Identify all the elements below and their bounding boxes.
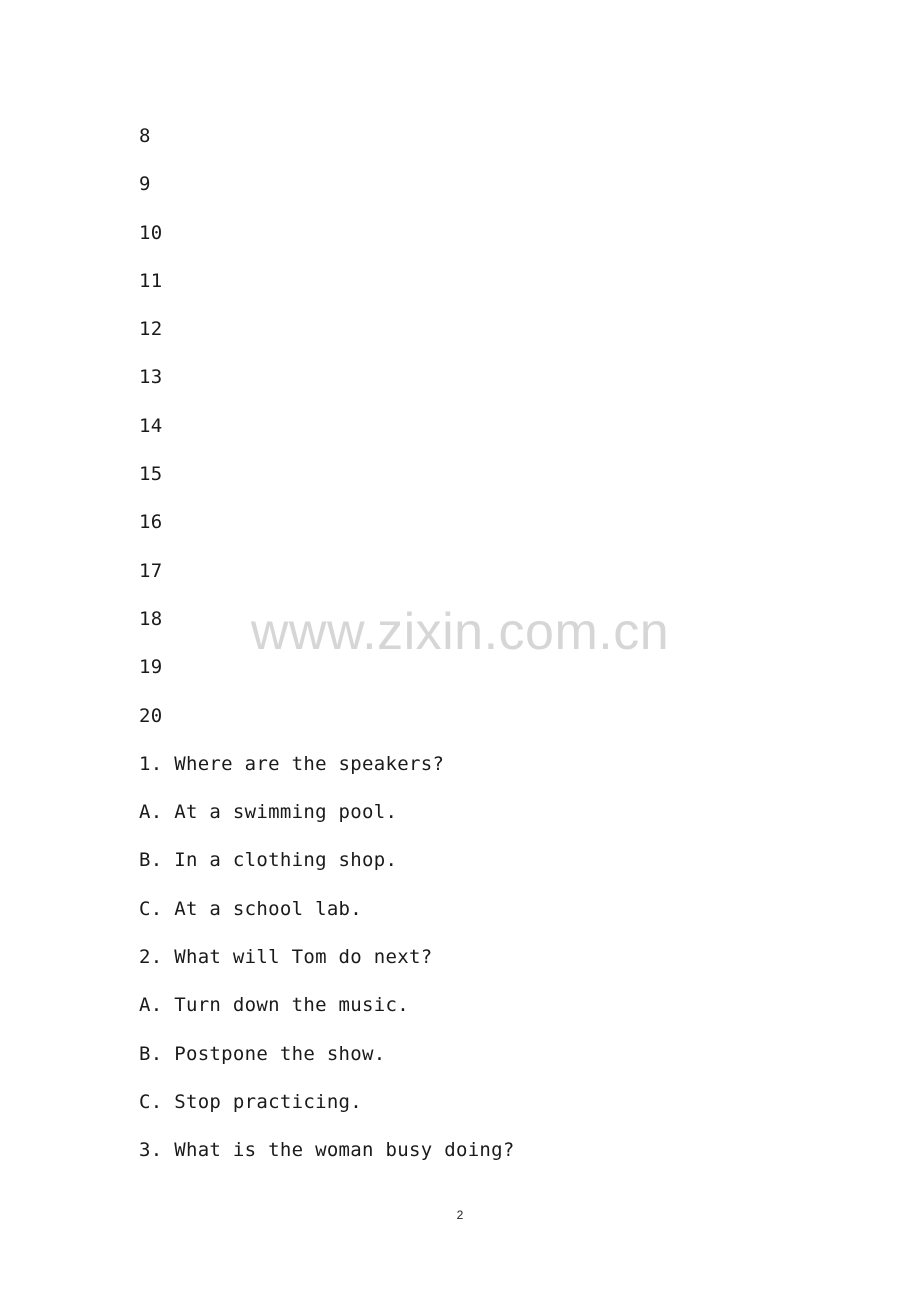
line-number: 15 xyxy=(139,463,163,486)
answer-option: C. Stop practicing. xyxy=(139,1090,363,1113)
line-number: 10 xyxy=(139,221,163,244)
line-number: 14 xyxy=(139,414,163,437)
answer-option: B. Postpone the show. xyxy=(139,1042,386,1065)
line-number: 9 xyxy=(139,173,151,196)
page-number: 2 xyxy=(456,1208,464,1222)
question: 1. Where are the speakers? xyxy=(139,752,445,775)
document-body xyxy=(139,122,839,1185)
answer-option: C. At a school lab. xyxy=(139,897,363,920)
answer-option: B. In a clothing shop. xyxy=(139,849,398,872)
watermark: www.zixin.com.cn xyxy=(250,603,670,661)
line-number: 20 xyxy=(139,704,163,727)
line-number: 8 xyxy=(139,125,151,147)
line-number: 13 xyxy=(139,366,163,389)
answer-option: A. Turn down the music. xyxy=(139,994,409,1017)
line-number: 19 xyxy=(139,656,163,679)
line-number: 12 xyxy=(139,318,163,341)
question: 3. What is the woman busy doing? xyxy=(139,1139,515,1162)
line-number: 17 xyxy=(139,559,163,582)
answer-option: A. At a swimming pool. xyxy=(139,801,398,824)
question: 2. What will Tom do next? xyxy=(139,946,433,969)
line-number: 16 xyxy=(139,511,163,534)
line-number: 18 xyxy=(139,607,163,630)
line-number: 11 xyxy=(139,269,163,292)
